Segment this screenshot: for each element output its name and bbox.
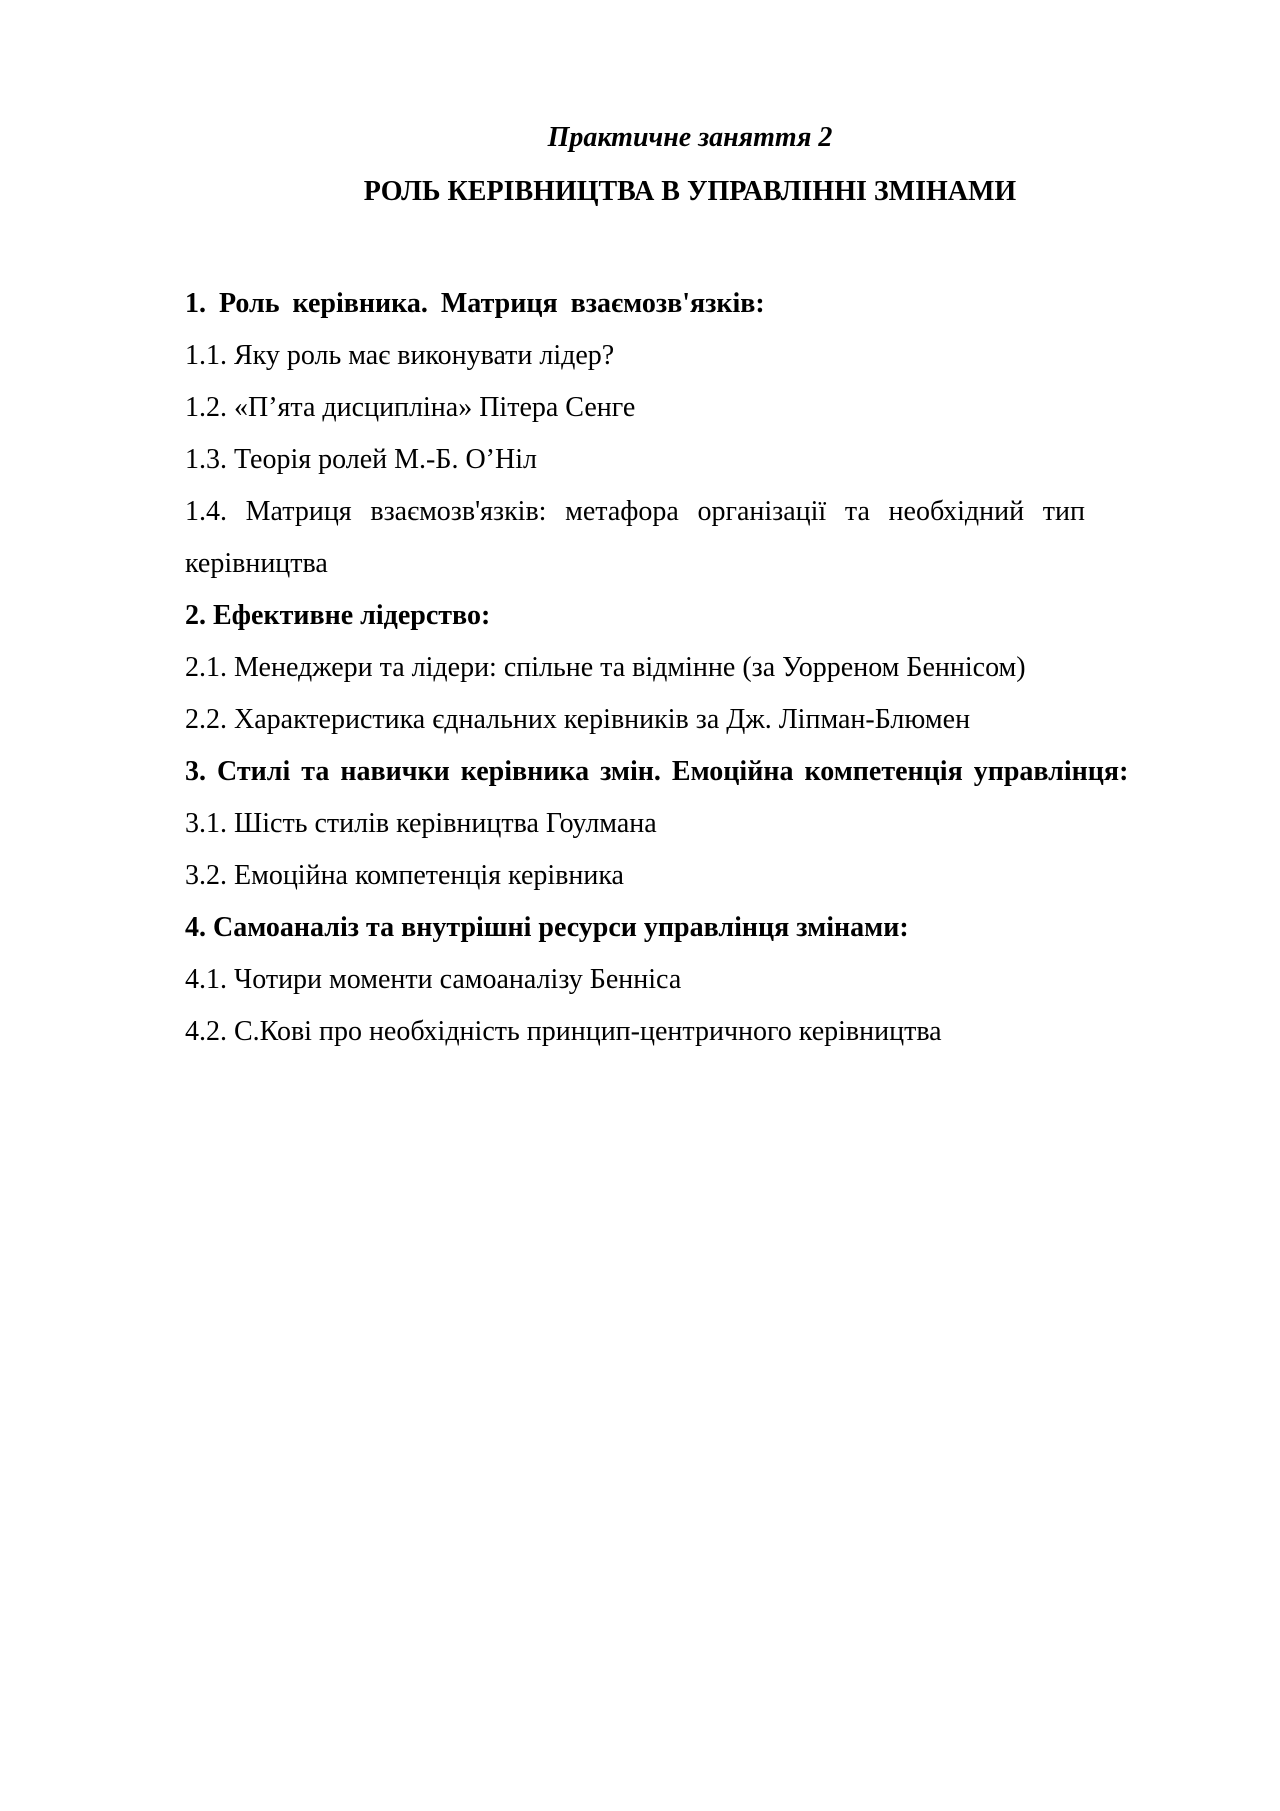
outline [185, 278, 1195, 1058]
outline-item-1-4: 1.4. Матриця взаємозв'язків: метафора організації та необхідний тип керівництва [185, 496, 1085, 579]
lesson-subtitle: Практичне заняття 2 [547, 122, 833, 153]
outline-item-2-2: 2.2. Характеристика єднальних керівників за Дж. Ліпман-Блюмен [185, 704, 971, 735]
outline-item-2-1: 2.1. Менеджери та лідери: спільне та відмінне (за Уорреном Беннісом) [185, 652, 1026, 683]
outline-item-1-2: 1.2. «П’ята дисципліна» Пітера Сенге [185, 392, 636, 423]
section-heading-1: 1. Роль керівника. Матриця взаємозв'язків: [185, 288, 765, 319]
outline-item-3-2: 3.2. Емоційна компетенція керівника [185, 860, 624, 891]
section-heading-4: 4. Самоаналіз та внутрішні ресурси управлінця змінами: [185, 912, 909, 943]
outline-item-3-1: 3.1. Шість стилів керівництва Гоулмана [185, 808, 657, 839]
section-heading-3: 3. Стилі та навички керівника змін. Емоційна компетенція управлінця: [185, 756, 1129, 787]
outline-item-4-2: 4.2. С.Кові про необхідність принцип-центричного керівництва [185, 1016, 942, 1047]
outline-item-4-1: 4.1. Чотири моменти самоаналізу Бенніса [185, 964, 682, 995]
document-title: РОЛЬ КЕРІВНИЦТВА В УПРАВЛІННІ ЗМІНАМИ [363, 176, 1017, 207]
outline-item-1-1: 1.1. Яку роль має виконувати лідер? [185, 340, 615, 371]
outline-item-1-3: 1.3. Теорія ролей М.-Б. О’Ніл [185, 444, 537, 475]
section-heading-2: 2. Ефективне лідерство: [185, 600, 491, 631]
